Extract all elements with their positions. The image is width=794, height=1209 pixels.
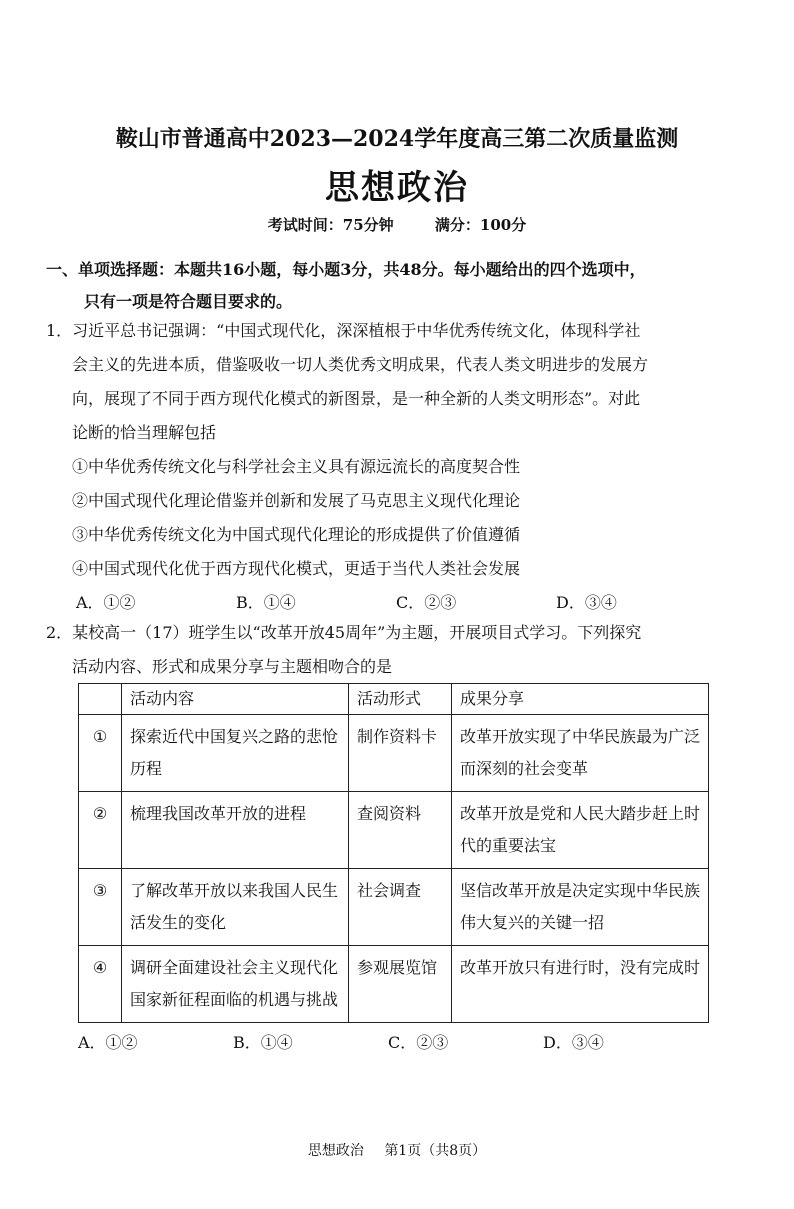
q2-choices (78, 1030, 698, 1053)
footer-subject: 思想政治 (307, 1143, 364, 1159)
table-row (79, 792, 709, 869)
table-row (79, 715, 709, 792)
table-cell: ③ (79, 869, 122, 946)
table-header-cell (79, 684, 122, 715)
activity-table (78, 683, 709, 1023)
table-cell: ④ (79, 946, 122, 1023)
footer-page-number: 第1页（共8页） (384, 1143, 487, 1159)
table-cell: 梳理我国改革开放的进程 (122, 792, 349, 869)
table-cell: 参观展览馆 (349, 946, 452, 1023)
q2-stem-line: 2．某校高一（17）班学生以“改革开放45周年”为主题，开展项目式学习。下列探究 (46, 623, 642, 642)
table-cell: 探索近代中国复兴之路的悲怆历程 (122, 715, 349, 792)
exam-time: 考试时间：75分钟 (267, 216, 394, 234)
table-cell: 改革开放只有进行时，没有完成时 (452, 946, 709, 1023)
q1-stem-line: 论断的恰当理解包括 (72, 423, 217, 442)
q2-choice-c[interactable]: C．②③ (388, 1033, 449, 1052)
table-header-cell: 成果分享 (452, 684, 709, 715)
table-cell: 改革开放实现了中华民族最为广泛而深刻的社会变革 (452, 715, 709, 792)
section-line-1: 一、单项选择题：本题共16小题，每小题3分，共48分。每小题给出的四个选项中， (46, 260, 646, 279)
table-header-cell: 活动形式 (349, 684, 452, 715)
q1-choice-c[interactable]: C．②③ (396, 593, 457, 612)
exam-meta (0, 214, 794, 235)
q2-choice-d[interactable]: D．③④ (543, 1033, 604, 1052)
table-cell: 改革开放是党和人民大踏步赶上时代的重要法宝 (452, 792, 709, 869)
question-2 (46, 616, 746, 684)
section-heading (46, 254, 746, 318)
table-header-row (79, 684, 709, 715)
table-cell: 了解改革开放以来我国人民生活发生的变化 (122, 869, 349, 946)
q2-choice-b[interactable]: B．①④ (233, 1033, 293, 1052)
q1-choices (46, 586, 716, 620)
section-line-2: 只有一项是符合题目要求的。 (84, 292, 293, 311)
page-footer (0, 1140, 794, 1160)
q1-choice-b[interactable]: B．①④ (236, 593, 296, 612)
table-cell: 调研全面建设社会主义现代化国家新征程面临的机遇与挑战 (122, 946, 349, 1023)
table-cell: 社会调查 (349, 869, 452, 946)
table-cell: 查阅资料 (349, 792, 452, 869)
table-cell: 制作资料卡 (349, 715, 452, 792)
q2-stem-line: 活动内容、形式和成果分享与主题相吻合的是 (72, 657, 393, 676)
table-row (79, 946, 709, 1023)
q1-stem-line: 会主义的先进本质，借鉴吸收一切人类优秀文明成果，代表人类文明进步的发展方 (72, 355, 649, 374)
table-cell: ② (79, 792, 122, 869)
q1-option-3: ③中华优秀传统文化为中国式现代化理论的形成提供了价值遵循 (72, 525, 521, 544)
table-header-cell: 活动内容 (122, 684, 349, 715)
exam-title: 鞍山市普通高中2023—2024学年度高三第二次质量监测 (115, 126, 679, 152)
table-cell: ① (79, 715, 122, 792)
table-cell: 坚信改革开放是决定实现中华民族伟大复兴的关键一招 (452, 869, 709, 946)
table-row (79, 869, 709, 946)
q1-option-4: ④中国式现代化优于西方现代化模式，更适于当代人类社会发展 (72, 559, 521, 578)
full-score: 满分：100分 (434, 216, 527, 234)
q1-stem-line: 向，展现了不同于西方现代化模式的新图景，是一种全新的人类文明形态”。对此 (72, 389, 641, 408)
q1-option-2: ②中国式现代化理论借鉴并创新和发展了马克思主义现代化理论 (72, 491, 521, 510)
q1-stem-line: 1．习近平总书记强调：“中国式现代化，深深植根于中华优秀传统文化，体现科学社 (46, 321, 641, 340)
q2-choice-a[interactable]: A．①② (78, 1033, 138, 1052)
q1-choice-a[interactable]: A．①② (76, 593, 136, 612)
subject-title: 思想政治 (325, 168, 469, 208)
q1-choice-d[interactable]: D．③④ (556, 593, 617, 612)
question-1 (46, 314, 746, 620)
q1-option-1: ①中华优秀传统文化与科学社会主义具有源远流长的高度契合性 (72, 457, 521, 476)
